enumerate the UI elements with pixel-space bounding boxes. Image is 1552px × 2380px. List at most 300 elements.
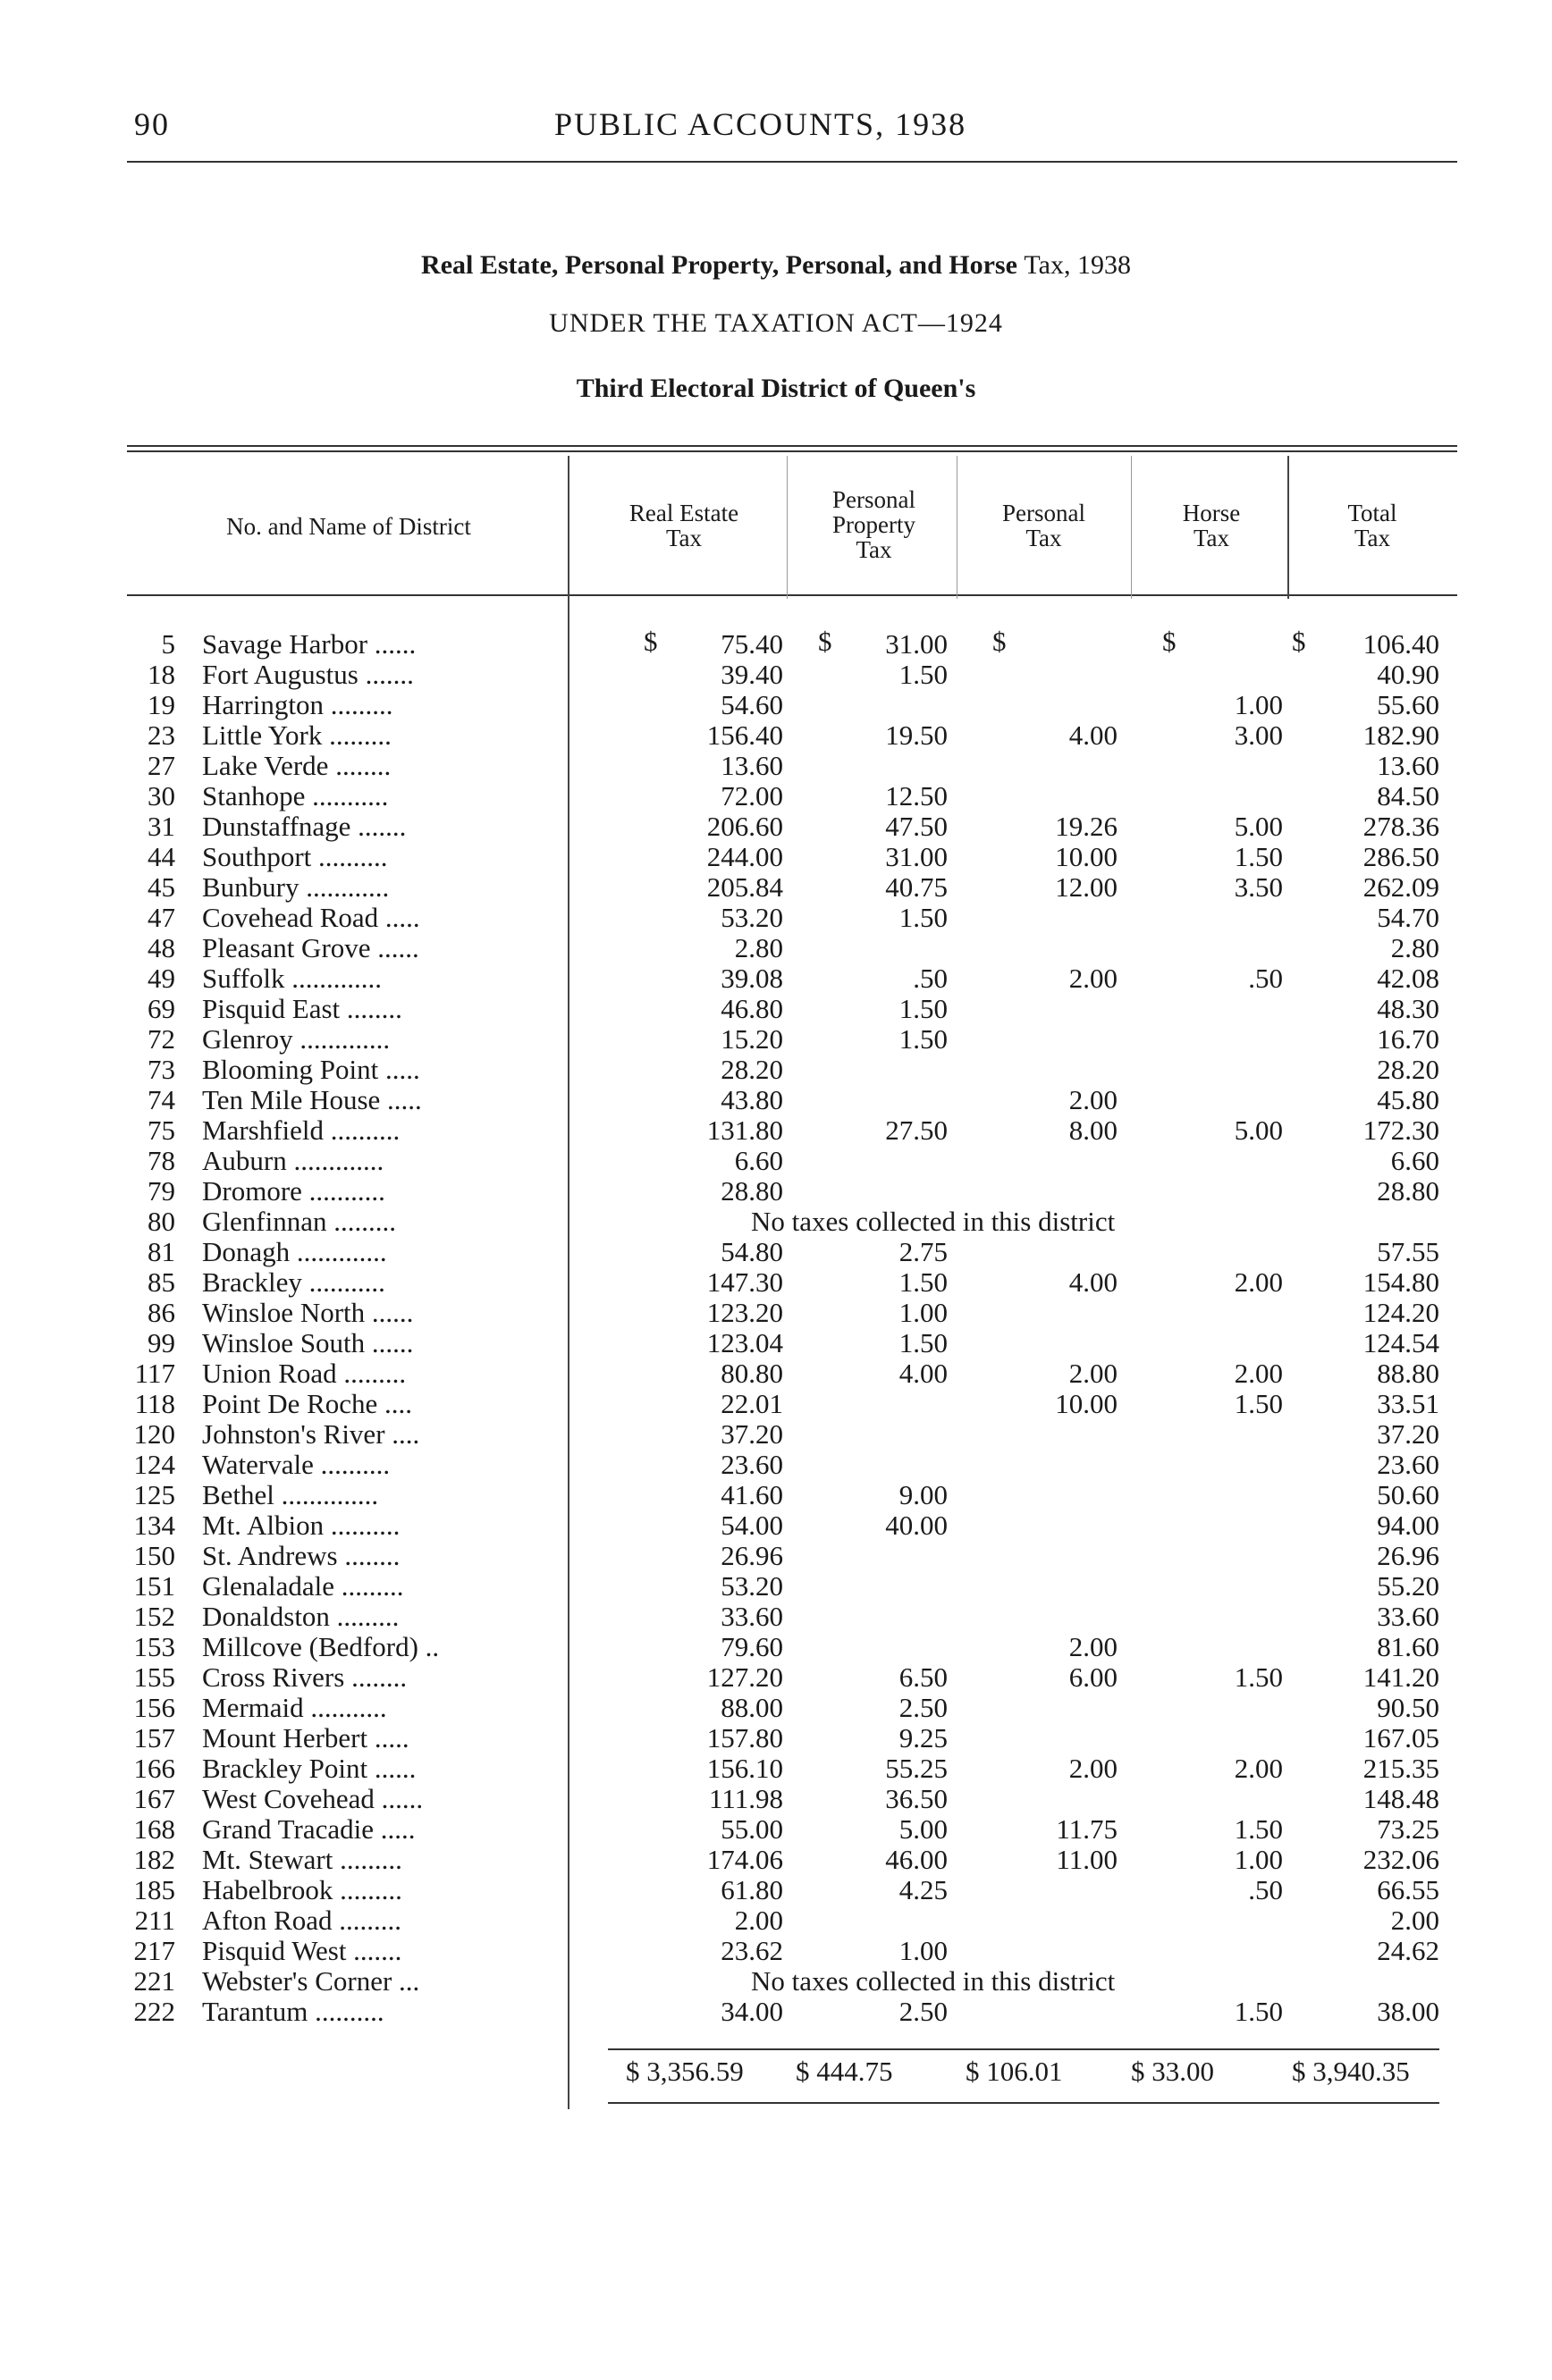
personal-tax: 2.00	[1068, 963, 1118, 994]
real-estate-tax: 26.96	[721, 1540, 783, 1571]
real-estate-tax: 80.80	[721, 1358, 783, 1389]
personal-property-tax: 1.00	[898, 1297, 948, 1328]
district-name: Glenfinnan .........	[202, 1207, 396, 1237]
district-number: 80	[148, 1206, 175, 1237]
real-estate-tax: 55.00	[721, 1813, 783, 1845]
total-tax: 232.06	[1362, 1844, 1439, 1875]
table-row	[0, 1176, 1552, 1207]
real-estate-tax: 205.84	[706, 871, 783, 903]
personal-property-tax: .50	[913, 963, 948, 994]
header-rule	[127, 161, 1457, 163]
personal-property-tax: 2.75	[898, 1236, 948, 1267]
district-name: Pleasant Grove ......	[202, 933, 419, 963]
district-name: Marshfield ..........	[202, 1115, 401, 1146]
table-top-rule	[127, 445, 1457, 447]
total-tax: 38.00	[1377, 1996, 1439, 2027]
personal-property-tax: 1.50	[898, 1023, 948, 1055]
dollar-sign-pp: $	[818, 626, 832, 657]
table-row	[0, 1480, 1552, 1510]
totals-row	[0, 2056, 1552, 2091]
act-title: UNDER THE TAXATION ACT—1924	[549, 308, 1003, 338]
personal-property-tax: 1.00	[898, 1935, 948, 1966]
table-row	[0, 1085, 1552, 1115]
table-row	[0, 1905, 1552, 1936]
table-row	[0, 1571, 1552, 1602]
col-header-horse-l1: Horse	[1182, 500, 1241, 526]
table-row	[0, 1328, 1552, 1358]
district-number: 72	[148, 1023, 175, 1055]
total-tax: 90.50	[1377, 1692, 1439, 1723]
total-tax: 172.30	[1362, 1114, 1439, 1146]
real-estate-tax: 41.60	[721, 1479, 783, 1510]
horse-tax: 1.00	[1234, 1844, 1283, 1875]
total-real-estate: $ 3,356.59	[626, 2056, 744, 2087]
horse-tax: 3.00	[1234, 719, 1283, 751]
real-estate-tax: 244.00	[706, 841, 783, 872]
district-name: Winsloe North ......	[202, 1298, 414, 1328]
horse-tax: 2.00	[1234, 1358, 1283, 1389]
table-row	[0, 1541, 1552, 1571]
district-name: Donagh .............	[202, 1237, 387, 1267]
col-header-pp-l3: Tax	[856, 536, 892, 563]
real-estate-tax: 123.04	[706, 1327, 783, 1358]
horse-tax: 3.50	[1234, 871, 1283, 903]
col-header-horse-l2: Tax	[1193, 525, 1230, 551]
table-row	[0, 1207, 1552, 1237]
personal-property-tax: 55.25	[885, 1753, 948, 1784]
total-tax: 124.54	[1362, 1327, 1439, 1358]
district-number: 157	[133, 1722, 175, 1753]
district-name: Afton Road .........	[202, 1905, 402, 1936]
district-name: Watervale ..........	[202, 1450, 391, 1480]
district-name: Bethel ..............	[202, 1480, 379, 1510]
row-note: No taxes collected in this district	[751, 1206, 1116, 1237]
total-tax: 148.48	[1362, 1783, 1439, 1814]
real-estate-tax: 54.60	[721, 689, 783, 720]
personal-tax: 10.00	[1055, 841, 1118, 872]
total-tax: 94.00	[1377, 1510, 1439, 1541]
district-number: 86	[148, 1297, 175, 1328]
table-row	[0, 1298, 1552, 1328]
horse-tax: .50	[1248, 1874, 1283, 1905]
personal-property-tax: 2.50	[898, 1692, 948, 1723]
horse-tax: 2.00	[1234, 1753, 1283, 1784]
total-tax: 23.60	[1377, 1449, 1439, 1480]
table-row	[0, 1632, 1552, 1662]
district-name: Glenroy .............	[202, 1024, 391, 1055]
total-tax: 286.50	[1362, 841, 1439, 872]
personal-tax: 11.75	[1056, 1813, 1118, 1845]
col-header-pp-l2: Property	[832, 511, 915, 538]
col-header-name: No. and Name of District	[226, 513, 471, 540]
real-estate-tax: 28.20	[721, 1054, 783, 1085]
running-title: PUBLIC ACCOUNTS, 1938	[554, 106, 967, 142]
total-tax: 182.90	[1362, 719, 1439, 751]
personal-property-tax: 1.50	[898, 902, 948, 933]
horse-tax: 1.50	[1234, 1996, 1283, 2027]
real-estate-tax: 13.60	[721, 750, 783, 781]
total-tax: 2.80	[1390, 932, 1439, 963]
horse-tax: 1.50	[1234, 1388, 1283, 1419]
totals-top-rule	[608, 2048, 1439, 2050]
district-name: Donaldston .........	[202, 1602, 400, 1632]
real-estate-tax: 123.20	[706, 1297, 783, 1328]
district-number: 166	[133, 1753, 175, 1784]
personal-property-tax: 27.50	[885, 1114, 948, 1146]
district-number: 27	[148, 750, 175, 781]
district-name: Covehead Road .....	[202, 903, 420, 933]
table-row	[0, 751, 1552, 781]
district-number: 78	[148, 1145, 175, 1176]
total-total: $ 3,940.35	[1292, 2056, 1410, 2087]
total-tax: 2.00	[1390, 1905, 1439, 1936]
total-tax: 154.80	[1362, 1266, 1439, 1298]
horse-tax: 1.00	[1234, 689, 1283, 720]
personal-tax: 2.00	[1068, 1084, 1118, 1115]
district-name: Mt. Albion ..........	[202, 1510, 401, 1541]
personal-property-tax: 2.50	[898, 1996, 948, 2027]
table-row	[0, 1055, 1552, 1085]
district-number: 185	[133, 1874, 175, 1905]
total-tax: 33.60	[1377, 1601, 1439, 1632]
table-row	[0, 872, 1552, 903]
real-estate-tax: 157.80	[706, 1722, 783, 1753]
district-number: 30	[148, 780, 175, 812]
total-horse: $ 33.00	[1131, 2056, 1214, 2087]
col-header-pp-l1: Personal	[832, 486, 915, 513]
district-name: Savage Harbor ......	[202, 629, 417, 660]
district-number: 49	[148, 963, 175, 994]
table-row	[0, 1753, 1552, 1784]
personal-property-tax: 6.50	[898, 1661, 948, 1693]
col-header-total	[1292, 500, 1453, 551]
real-estate-tax: 39.08	[721, 963, 783, 994]
real-estate-tax: 33.60	[721, 1601, 783, 1632]
district-name: Bunbury ............	[202, 872, 390, 903]
district-number: 69	[148, 993, 175, 1024]
table-row	[0, 1419, 1552, 1450]
table-row	[0, 1936, 1552, 1966]
total-tax: 13.60	[1377, 750, 1439, 781]
table-row	[0, 660, 1552, 690]
personal-property-tax: 31.00	[885, 628, 948, 660]
district-name: Tarantum ..........	[202, 1997, 384, 2027]
personal-tax: 8.00	[1068, 1114, 1118, 1146]
total-tax: 66.55	[1377, 1874, 1439, 1905]
table-top-rule-2	[127, 450, 1457, 452]
horse-tax: 1.50	[1234, 841, 1283, 872]
personal-tax: 4.00	[1068, 719, 1118, 751]
total-tax: 24.62	[1377, 1935, 1439, 1966]
table-row	[0, 1693, 1552, 1723]
dollar-sign-tt: $	[1292, 626, 1306, 657]
district-name: Habelbrook .........	[202, 1875, 402, 1905]
col-header-total-l2: Tax	[1354, 525, 1391, 551]
table-row	[0, 1784, 1552, 1814]
district-name: Pisquid East ........	[202, 994, 402, 1024]
real-estate-tax: 61.80	[721, 1874, 783, 1905]
table-row	[0, 1997, 1552, 2027]
page-header	[134, 105, 1435, 150]
real-estate-tax: 54.80	[721, 1236, 783, 1267]
total-tax: 28.20	[1377, 1054, 1439, 1085]
personal-property-tax: 4.25	[898, 1874, 948, 1905]
real-estate-tax: 127.20	[706, 1661, 783, 1693]
table-row	[0, 1662, 1552, 1693]
personal-property-tax: 1.50	[898, 1327, 948, 1358]
district-name: Blooming Point .....	[202, 1055, 420, 1085]
district-number: 48	[148, 932, 175, 963]
real-estate-tax: 111.98	[709, 1783, 783, 1814]
total-tax: 73.25	[1377, 1813, 1439, 1845]
table-title	[0, 250, 1552, 281]
district-number: 221	[133, 1965, 175, 1997]
district-number: 211	[134, 1905, 175, 1936]
table-row	[0, 1146, 1552, 1176]
total-tax: 42.08	[1377, 963, 1439, 994]
district-name: Harrington .........	[202, 690, 393, 720]
table-row	[0, 812, 1552, 842]
district-number: 153	[133, 1631, 175, 1662]
total-tax: 33.51	[1377, 1388, 1439, 1419]
district-number: 152	[133, 1601, 175, 1632]
real-estate-tax: 53.20	[721, 902, 783, 933]
horse-tax: .50	[1248, 963, 1283, 994]
total-tax: 48.30	[1377, 993, 1439, 1024]
district-name: Pisquid West .......	[202, 1936, 402, 1966]
total-tax: 26.96	[1377, 1540, 1439, 1571]
district-number: 44	[148, 841, 175, 872]
real-estate-tax: 174.06	[706, 1844, 783, 1875]
district-name: Cross Rivers ........	[202, 1662, 408, 1693]
table-row	[0, 1875, 1552, 1905]
table-row	[0, 1510, 1552, 1541]
table-row	[0, 690, 1552, 720]
total-tax: 215.35	[1362, 1753, 1439, 1784]
personal-tax: 2.00	[1068, 1358, 1118, 1389]
real-estate-tax: 15.20	[721, 1023, 783, 1055]
personal-property-tax: 5.00	[898, 1813, 948, 1845]
district-number: 31	[148, 811, 175, 842]
real-estate-tax: 28.80	[721, 1175, 783, 1207]
district-name: Ten Mile House .....	[202, 1085, 422, 1115]
district-name: Little York .........	[202, 720, 392, 751]
total-tax: 84.50	[1377, 780, 1439, 812]
total-tax: 45.80	[1377, 1084, 1439, 1115]
real-estate-tax: 43.80	[721, 1084, 783, 1115]
personal-tax: 10.00	[1055, 1388, 1118, 1419]
horse-tax: 1.50	[1234, 1813, 1283, 1845]
table-row	[0, 842, 1552, 872]
district-name: Millcove (Bedford) ..	[202, 1632, 440, 1662]
personal-property-tax: 4.00	[898, 1358, 948, 1389]
personal-tax: 12.00	[1055, 871, 1118, 903]
horse-tax: 5.00	[1234, 811, 1283, 842]
district-number: 125	[133, 1479, 175, 1510]
personal-property-tax: 1.50	[898, 993, 948, 1024]
real-estate-tax: 2.80	[734, 932, 783, 963]
district-number: 18	[148, 659, 175, 690]
table-header-bottom-rule	[127, 594, 1457, 596]
total-tax: 54.70	[1377, 902, 1439, 933]
horse-tax: 2.00	[1234, 1266, 1283, 1298]
table-row	[0, 1723, 1552, 1753]
district-name: Webster's Corner ...	[202, 1966, 420, 1997]
col-header-personal-l2: Tax	[1025, 525, 1062, 551]
district-name: Point De Roche ....	[202, 1389, 413, 1419]
table-row	[0, 1389, 1552, 1419]
personal-tax: 11.00	[1056, 1844, 1118, 1875]
table-row	[0, 781, 1552, 812]
personal-property-tax: 1.50	[898, 659, 948, 690]
personal-property-tax: 46.00	[885, 1844, 948, 1875]
district-number: 120	[133, 1418, 175, 1450]
district-name: Mt. Stewart .........	[202, 1845, 402, 1875]
dollar-sign-ht: $	[1162, 626, 1177, 657]
district-name: Lake Verde ........	[202, 751, 392, 781]
district-number: 85	[148, 1266, 175, 1298]
district-number: 23	[148, 719, 175, 751]
col-header-real-estate-l1: Real Estate	[628, 500, 739, 526]
table-row	[0, 1024, 1552, 1055]
total-tax: 16.70	[1377, 1023, 1439, 1055]
real-estate-tax: 39.40	[721, 659, 783, 690]
col-rule-5	[1287, 456, 1289, 599]
col-rule-4	[1131, 456, 1132, 599]
col-rule-2	[787, 456, 788, 599]
total-personal: $ 106.01	[966, 2056, 1063, 2087]
total-personal-property: $ 444.75	[796, 2056, 893, 2087]
district-number: 167	[133, 1783, 175, 1814]
real-estate-tax: 37.20	[721, 1418, 783, 1450]
table-row	[0, 1602, 1552, 1632]
total-tax: 88.80	[1377, 1358, 1439, 1389]
real-estate-tax: 34.00	[721, 1996, 783, 2027]
page-number: 90	[134, 106, 170, 142]
total-tax: 6.60	[1390, 1145, 1439, 1176]
real-estate-tax: 156.10	[706, 1753, 783, 1784]
real-estate-tax: 156.40	[706, 719, 783, 751]
real-estate-tax: 88.00	[721, 1692, 783, 1723]
total-tax: 37.20	[1377, 1418, 1439, 1450]
table-row	[0, 963, 1552, 994]
table-row	[0, 903, 1552, 933]
real-estate-tax: 22.01	[721, 1388, 783, 1419]
col-header-personal	[961, 500, 1126, 551]
table-row	[0, 720, 1552, 751]
district-number: 74	[148, 1084, 175, 1115]
personal-tax: 19.26	[1055, 811, 1118, 842]
col-header-horse	[1135, 500, 1287, 551]
district-number: 124	[133, 1449, 175, 1480]
col-header-personal-l1: Personal	[1002, 500, 1085, 526]
district-name: Brackley Point ......	[202, 1753, 417, 1784]
district-number: 182	[133, 1844, 175, 1875]
real-estate-tax: 46.80	[721, 993, 783, 1024]
horse-tax: 1.50	[1234, 1661, 1283, 1693]
table-row	[0, 1845, 1552, 1875]
district-number: 150	[133, 1540, 175, 1571]
district-name: Brackley ...........	[202, 1267, 385, 1298]
table-row	[0, 1966, 1552, 1997]
personal-tax: 4.00	[1068, 1266, 1118, 1298]
personal-property-tax: 9.25	[898, 1722, 948, 1753]
total-tax: 57.55	[1377, 1236, 1439, 1267]
district-name: St. Andrews ........	[202, 1541, 401, 1571]
real-estate-tax: 53.20	[721, 1570, 783, 1602]
personal-tax: 6.00	[1068, 1661, 1118, 1693]
real-estate-tax: 79.60	[721, 1631, 783, 1662]
real-estate-tax: 131.80	[706, 1114, 783, 1146]
district-number: 99	[148, 1327, 175, 1358]
district-number: 222	[133, 1996, 175, 2027]
personal-property-tax: 1.50	[898, 1266, 948, 1298]
district-name: Glenaladale .........	[202, 1571, 404, 1602]
district-number: 75	[148, 1114, 175, 1146]
col-header-personal-property	[791, 487, 957, 562]
dollar-sign-pt: $	[992, 626, 1007, 657]
real-estate-tax: 75.40	[721, 628, 783, 660]
personal-tax: 2.00	[1068, 1753, 1118, 1784]
district-name: Winsloe South ......	[202, 1328, 414, 1358]
personal-property-tax: 19.50	[885, 719, 948, 751]
total-tax: 28.80	[1377, 1175, 1439, 1207]
real-estate-tax: 23.60	[721, 1449, 783, 1480]
district-number: 155	[133, 1661, 175, 1693]
col-header-real-estate	[581, 500, 787, 551]
district-name: Mermaid ...........	[202, 1693, 387, 1723]
totals-bottom-rule	[608, 2102, 1439, 2104]
real-estate-tax: 23.62	[721, 1935, 783, 1966]
district-number: 45	[148, 871, 175, 903]
table-row	[0, 1237, 1552, 1267]
personal-property-tax: 40.75	[885, 871, 948, 903]
table-row	[0, 1450, 1552, 1480]
district-number: 217	[133, 1935, 175, 1966]
real-estate-tax: 206.60	[706, 811, 783, 842]
table-row	[0, 629, 1552, 660]
district-number: 19	[148, 689, 175, 720]
district-name: Grand Tracadie .....	[202, 1814, 416, 1845]
district-name: Auburn .............	[202, 1146, 384, 1176]
total-tax: 278.36	[1362, 811, 1439, 842]
table-row	[0, 1814, 1552, 1845]
table-row	[0, 933, 1552, 963]
total-tax: 106.40	[1362, 628, 1439, 660]
district-name: Suffolk .............	[202, 963, 382, 994]
district-number: 47	[148, 902, 175, 933]
real-estate-tax: 72.00	[721, 780, 783, 812]
total-tax: 167.05	[1362, 1722, 1439, 1753]
real-estate-tax: 147.30	[706, 1266, 783, 1298]
real-estate-tax: 54.00	[721, 1510, 783, 1541]
district-name: West Covehead ......	[202, 1784, 424, 1814]
district-number: 79	[148, 1175, 175, 1207]
district-name: Johnston's River ....	[202, 1419, 420, 1450]
total-tax: 50.60	[1377, 1479, 1439, 1510]
total-tax: 262.09	[1362, 871, 1439, 903]
district-number: 5	[161, 628, 175, 660]
district-name: Dunstaffnage .......	[202, 812, 407, 842]
district-number: 81	[148, 1236, 175, 1267]
personal-property-tax: 47.50	[885, 811, 948, 842]
total-tax: 141.20	[1362, 1661, 1439, 1693]
personal-property-tax: 40.00	[885, 1510, 948, 1541]
district-title: Third Electoral District of Queen's	[576, 374, 976, 403]
real-estate-tax: 6.60	[734, 1145, 783, 1176]
district-number: 151	[133, 1570, 175, 1602]
table-title-tail: Tax, 1938	[1024, 250, 1131, 280]
